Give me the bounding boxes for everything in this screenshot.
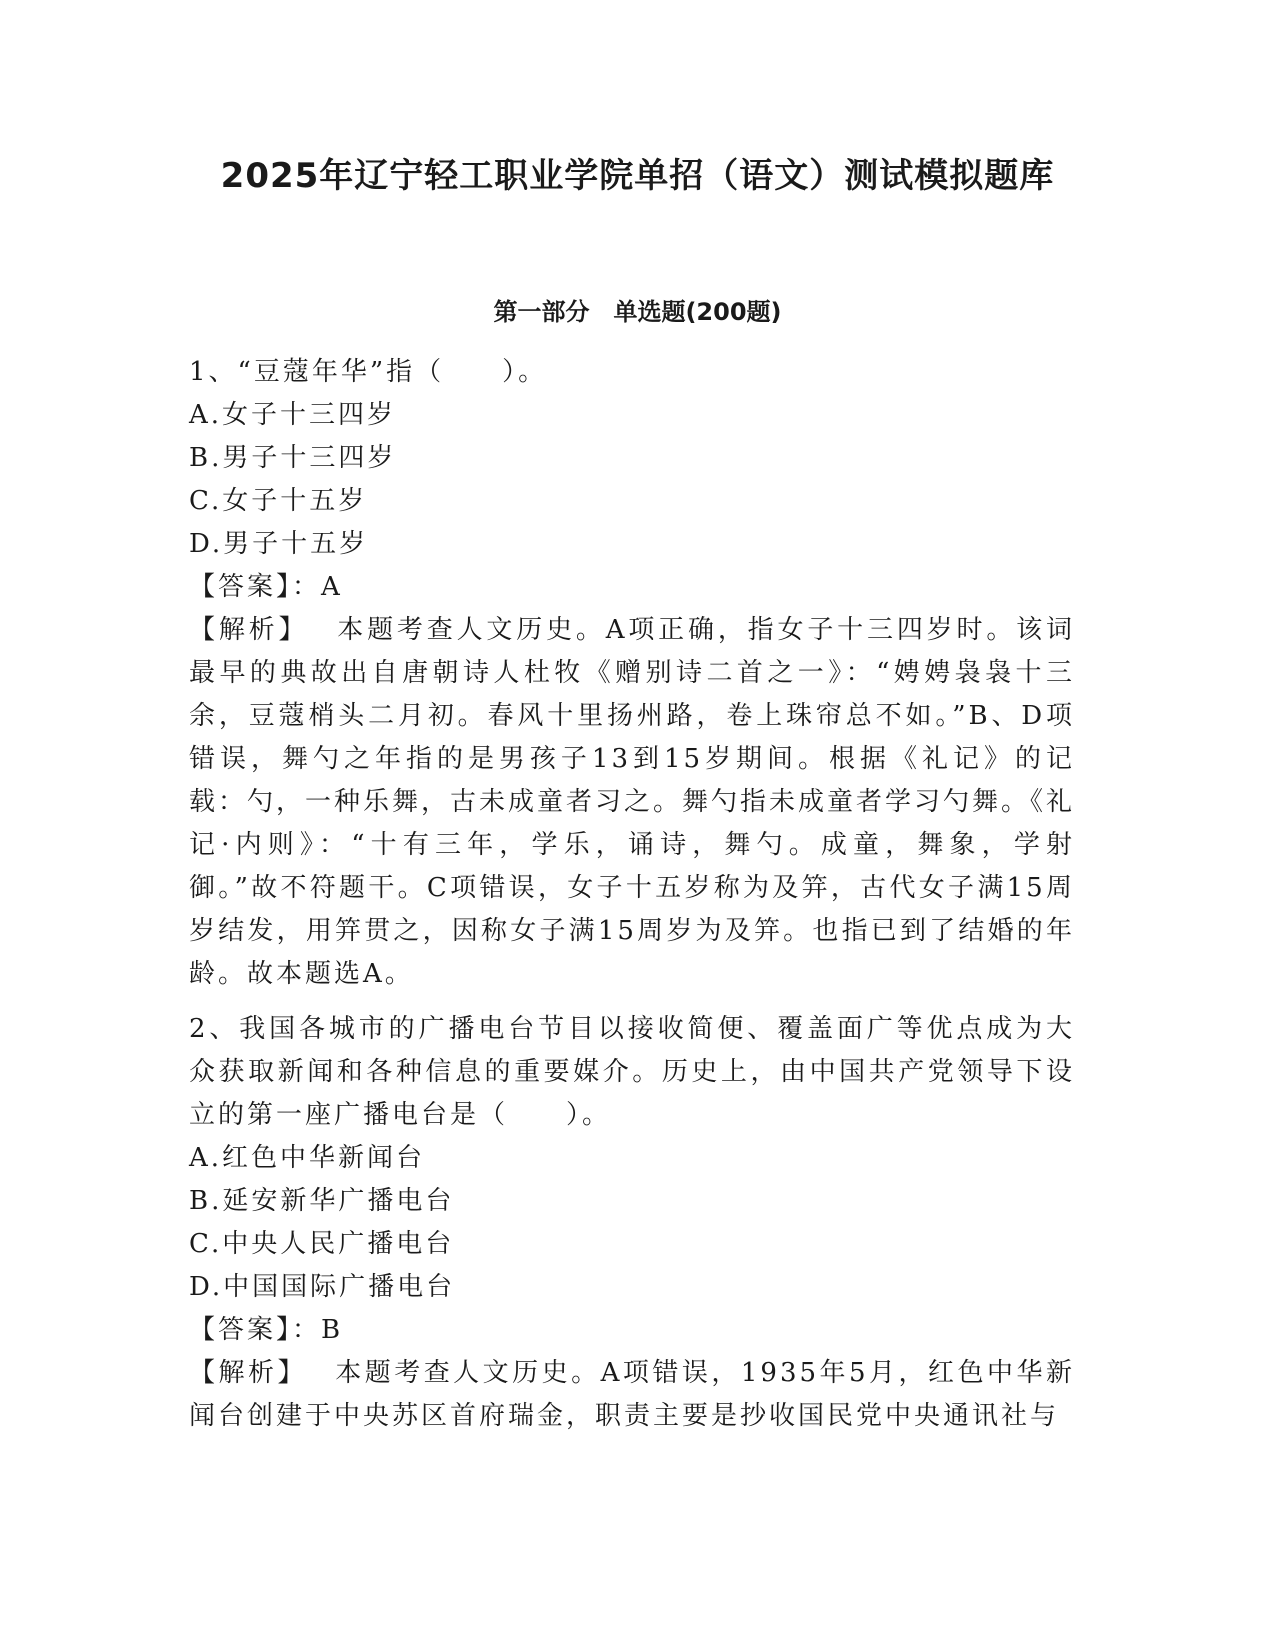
option-c: C.中央人民广播电台: [189, 1229, 455, 1259]
document-body: [189, 351, 1075, 1438]
option-d: D.男子十五岁: [189, 529, 369, 559]
option-c: C.女子十五岁: [189, 486, 368, 516]
option-d: D.中国国际广播电台: [189, 1272, 456, 1302]
question-2: [189, 1008, 1075, 1438]
answer-line: [189, 566, 1075, 609]
option-a: A.女子十三四岁: [189, 400, 397, 430]
analysis-paragraph: [189, 1352, 1075, 1438]
answer-label: 【答案】：: [189, 572, 322, 602]
question-stem: 2、我国各城市的广播电台节目以接收简便、覆盖面广等优点成为大众获取新闻和各种信息的重要媒介。历史上，由中国共产党领导下设立的第一座广播电台是（ ）。: [189, 1014, 1075, 1130]
option-b: B.延安新华广播电台: [189, 1186, 455, 1216]
option-b: B.男子十三四岁: [189, 443, 397, 473]
question-1: [189, 351, 1075, 996]
answer-value: A: [321, 572, 343, 602]
section-title: 第一部分 单选题(200题): [493, 298, 782, 326]
analysis-label: 【解析】: [189, 615, 296, 645]
analysis-text: 本题考查人文历史。A项正确，指女子十三四岁时。该词最早的典故出自唐朝诗人杜牧《赠别诗二首之一》：“娉娉袅袅十三余，豆蔻梢头二月初。春风十里扬州路，卷上珠帘总不如。”B、D项错误，舞勺之年指的是男孩子13到15岁期间。根据《礼记》的记载：勺，一种乐舞，古未成童者习之。舞勺指未成童者学习勺舞。《礼记·内则》：“十有三年，学乐，诵诗，舞勺。成童，舞象，学射御。”故不符题干。C项错误，女子十五岁称为及笄，古代女子满15周岁结发，用笄贯之，因称女子满15周岁为及笄。也指已到了结婚的年龄。故本题选A。: [189, 615, 1076, 989]
analysis-text: 本题考查人文历史。A项错误，1935年5月，红色中华新闻台创建于中央苏区首府瑞金，职责主要是抄收国民党中央通讯社与: [189, 1358, 1075, 1431]
answer-label: 【答案】：: [189, 1315, 322, 1345]
analysis-label: 【解析】: [189, 1358, 294, 1388]
document-title: 2025年辽宁轻工职业学院单招（语文）测试模拟题库: [220, 156, 1055, 196]
option-a: A.红色中华新闻台: [189, 1143, 426, 1173]
answer-value: B: [321, 1315, 344, 1345]
answer-line: [189, 1309, 1075, 1352]
analysis-paragraph: [189, 609, 1075, 996]
question-stem: 1、“豆蔻年华”指（ ）。: [189, 357, 548, 387]
